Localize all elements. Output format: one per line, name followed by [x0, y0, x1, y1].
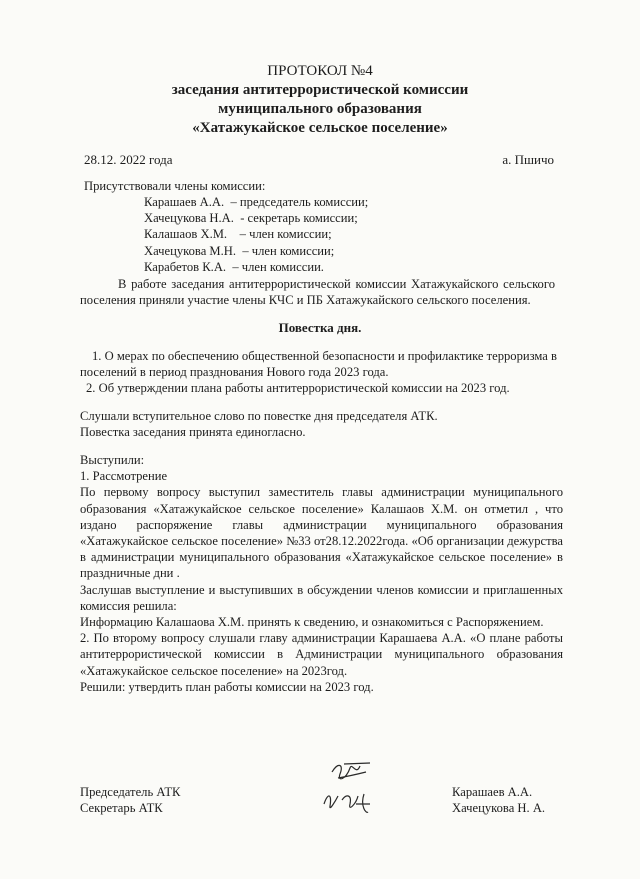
secretary-role: Секретарь АТК	[80, 801, 163, 816]
agenda-item: 1. О мерах по обеспечению общественной безопасности и профилактике терроризма в поселений в период празднования Нового года 2023 года.	[80, 349, 557, 380]
agenda-title: Повестка дня.	[278, 320, 362, 335]
decision-paragraph: Решили: утвердить план работы комиссии на 2023 год.	[80, 679, 374, 694]
signature-roles	[80, 784, 180, 816]
members-list	[144, 194, 368, 275]
member-item: Карашаев А.А. – председатель комиссии;	[144, 195, 369, 209]
title-line-4: «Хатажукайское сельское поселение»	[192, 120, 448, 136]
speech-paragraph: По первому вопросу выступил заместитель главы администрации муниципального образования «Хатажукайское сельское поселение» Калашаов Х.М. он отметил , что издано распоряжение главы администрации муниципального образования «Хатажукайское сельское поселение» №33 от28.12.2022года. «Об организации дежурства в администрации муниципального образования «Хатажукайское сельское поселение» в праздничные дни .	[80, 485, 563, 581]
title-line-3: муниципального образования	[218, 101, 422, 117]
speeches-heading: Выступили:	[80, 453, 145, 467]
signature-names	[452, 784, 545, 816]
agenda-list	[80, 348, 560, 397]
chairman-role: Председатель АТК	[80, 785, 181, 799]
title-line-2: заседания антитеррористической комиссии	[171, 82, 469, 98]
member-item: Хачецукова Н.А. - секретарь комиссии;	[144, 211, 358, 226]
document-date: 28.12. 2022 года	[84, 152, 173, 167]
handwritten-signatures	[310, 760, 390, 824]
speeches-subheading: 1. Рассмотрение	[80, 469, 168, 484]
chairman-name: Карашаев А.А.	[452, 785, 533, 799]
agenda-item: 2. Об утверждении плана работы антитеррористической комиссии на 2023 год.	[86, 381, 510, 396]
member-item: Карабетов К.А. – член комиссии.	[144, 259, 324, 274]
present-heading: Присутствовали члены комиссии:	[84, 179, 266, 193]
protocol-number: ПРОТОКОЛ №4	[267, 63, 373, 79]
speech-paragraph: Заслушав выступление и выступивших в обсуждении членов комиссии и приглашенных комиссия решила:	[80, 582, 563, 613]
signature-block	[80, 784, 560, 824]
member-item: Хачецукова М.Н. – член комиссии;	[144, 243, 335, 258]
listened-section	[80, 408, 560, 440]
document-place: а. Пшичо	[502, 152, 554, 167]
decision-paragraph: Информацию Калашаова Х.М. принять к сведению, и ознакомиться с Распоряжением.	[80, 615, 544, 630]
intro-paragraph: В работе заседания антитеррористической комиссии Хатажукайского сельского поселения приняли участие члены КЧС и ПБ Хатажукайского сельского поселения.	[80, 277, 555, 308]
secretary-name: Хачецукова Н. А.	[452, 801, 546, 816]
member-item: Калашаов Х.М. – член комиссии;	[144, 227, 332, 242]
listened-line: Слушали вступительное слово по повестке дня председателя АТК.	[80, 409, 438, 423]
speeches-section	[80, 452, 563, 695]
document-title	[0, 62, 640, 138]
listened-line: Повестка заседания принята единогласно.	[80, 425, 306, 440]
speech-paragraph: 2. По второму вопросу слушали главу администрации Карашаева А.А. «О плане работы антитеррористической комиссии в Администрации муниципального образования «Хатажукайское сельское поселение» на 2023год.	[80, 631, 563, 678]
